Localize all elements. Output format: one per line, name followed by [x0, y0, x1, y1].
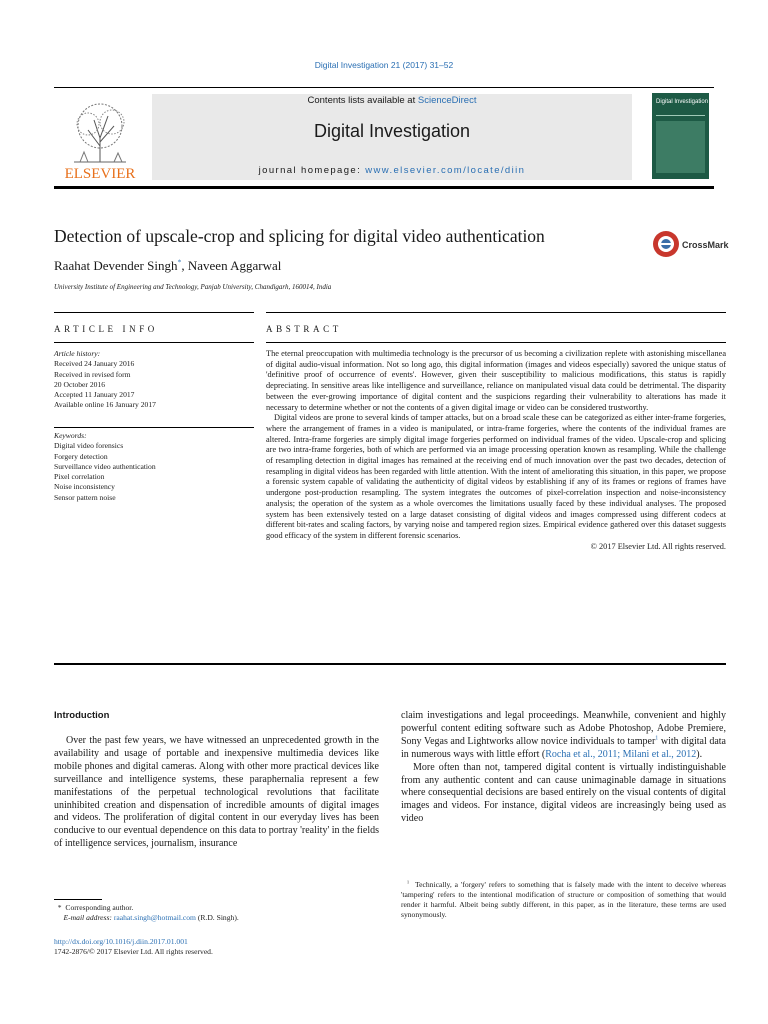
crossmark-badge[interactable]	[652, 229, 732, 259]
homepage-link[interactable]: www.elsevier.com/locate/diin	[365, 165, 526, 176]
body-text: ).	[696, 748, 703, 760]
doi-block	[54, 937, 213, 957]
author-separator: ,	[181, 258, 188, 273]
author-name: Raahat Devender Singh	[54, 258, 178, 273]
introduction-heading: Introduction	[54, 710, 110, 721]
author-name: Naveen Aggarwal	[187, 258, 282, 273]
cover-artwork	[656, 121, 705, 173]
journal-cover	[652, 93, 709, 179]
corresponding-author-mark[interactable]: *	[177, 257, 182, 267]
contents-prefix: Contents lists available at	[307, 95, 418, 106]
footnote-mark: 1	[406, 879, 410, 885]
header-rule-bottom	[54, 186, 714, 189]
body-text: with digital data in numerous ways with little effort (	[401, 735, 726, 760]
body-paragraph: Over the past few years, we have witnessed an unprecedented growth in the availability and usage of portable and inexpensive multimedia devices like mobile phones and digital cameras. Along with other more practical devices like surveillance and intelligence systems, these paraphernalia represent a few manifestations of the perpetual technological revolutions that facilitate uninhibited creation and dispensation of incredible amounts of digital images and videos. The proliferation of digital content in our everyday lives has been conducive to our eventual dependence on this data to portray 'reality' in the fields of intelligence services, journalism, insurance	[54, 735, 379, 850]
history-item: 20 October 2016	[54, 379, 106, 389]
email-link[interactable]: raahat.singh@hotmail.com	[113, 913, 196, 922]
cover-band	[656, 115, 705, 116]
article-info-heading: ARTICLE INFO	[54, 324, 158, 334]
body-column-right	[401, 710, 726, 826]
abstract-rule-top	[266, 312, 726, 313]
history-item: Accepted 11 January 2017	[54, 390, 135, 400]
body-text: claim investigations and legal proceedings. Meanwhile, convenient and highly powerful content editing software such as Adobe Photoshop, Adobe Premiere, Sony Vegas and Lightworks allow novice individuals to tamper	[401, 710, 726, 747]
keyword-item: Digital video forensics	[54, 441, 124, 451]
affiliation: University Institute of Engineering and Technology, Panjab University, Chandigarh, 160014, India	[54, 283, 332, 291]
cover-title: Digital Investigation	[656, 99, 709, 105]
body-column-left	[54, 735, 379, 851]
copyright-notice: © 2017 Elsevier Ltd. All rights reserved.	[590, 541, 726, 551]
elsevier-tree-icon	[54, 90, 146, 182]
homepage-prefix: journal homepage:	[258, 165, 366, 176]
keyword-item: Surveillance video authentication	[54, 461, 156, 471]
issn-line: 1742-2876/© 2017 Elsevier Ltd. All rights reserved.	[54, 947, 213, 956]
homepage-line	[152, 165, 632, 176]
email-suffix: (R.D. Singh).	[195, 913, 239, 922]
footnote-rule	[54, 899, 102, 900]
email-line	[54, 913, 379, 923]
article-info-rule	[54, 342, 254, 343]
body-paragraph: More often than not, tampered digital content is virtually indistinguishable from any authentic content and can cause unimaginable damage in situations where consequential decisions are based entirely on the visual contents of digital images and videos. For instance, digital videos are increasingly being used as video	[401, 761, 726, 825]
journal-reference[interactable]: Digital Investigation 21 (2017) 31–52	[314, 60, 454, 70]
keywords-rule	[54, 427, 254, 428]
footnote-1	[401, 880, 726, 920]
history-item: Received in revised form	[54, 369, 131, 379]
corresponding-author-footnote	[54, 903, 379, 923]
history-item: Available online 16 January 2017	[54, 400, 156, 410]
author-list	[54, 258, 281, 274]
crossmark-label: CrossMark	[682, 240, 729, 250]
keyword-item: Pixel correlation	[54, 472, 105, 482]
doi-link[interactable]: http://dx.doi.org/10.1016/j.diin.2017.01.001	[54, 937, 188, 946]
elsevier-wordmark: ELSEVIER	[64, 166, 136, 182]
citation-link[interactable]: Rocha et al., 2011; Milani et al., 2012	[545, 748, 697, 760]
abstract-paragraph: Digital videos are prone to several kinds of tamper attacks, but on a broad scale these can be categorized as either inter-frame forgeries, where the arrangement of frames in a video is manipulated, or intra-frame forgeries, where the contents of the individual frames are altered. Intra-frame forgeries are simply digital image forgeries performed on individual frames of the video. Upscale-crop and splicing are two intra-frame forgeries, both of which are performed via an image processing operation known as resampling. While the challenge of resampling detection in digital images has remained at the receiving end of much innovation over the past two decades, detection of resampling in digital videos has been regarded with little attention. With the intent of ameliorating this situation, in this paper, we propose a forensic system capable of validating the authenticity of digital videos by establishing if any of its frames or regions of frames have undergone post-production resampling. The system integrates the outcomes of pixel-correlation inspection and noise-inconsistency analysis; the operation of the system as a whole overcomes the limitations usually faced by these individual analyses. The proposed system has been extensively tested on a large dataset consisting of digital videos and images compressed using different codecs at different bit-rates and scaling factors, by varying noise and tampered region sizes. Empirical evidence gathered over this dataset suggests good efficacy of the system in different forensic scenarios.	[266, 413, 726, 540]
email-label: E-mail address:	[63, 913, 114, 922]
history-item: Received 24 January 2016	[54, 359, 135, 369]
abstract-rule	[266, 342, 726, 343]
elsevier-logo	[54, 90, 146, 182]
crossmark-icon	[653, 231, 679, 257]
abstract-heading: ABSTRACT	[266, 324, 342, 334]
header-rule-top	[54, 87, 714, 88]
article-info-rule-top	[54, 312, 254, 313]
footnote-ref[interactable]: 1	[655, 735, 659, 742]
section-rule	[54, 663, 726, 665]
body-paragraph	[401, 710, 726, 762]
keyword-item: Sensor pattern noise	[54, 492, 116, 502]
footnote-text: Technically, a 'forgery' refers to something that is falsely made with the intent to deceive whereas 'tampering' refers to the intentional modification of structure or composition of something that would render it harmful. Albeit being subtly different, in this paper, as in the literature, these terms are used synonymously.	[401, 880, 727, 919]
sciencedirect-link[interactable]: ScienceDirect	[417, 95, 477, 106]
footnote-mark: *	[57, 903, 62, 912]
journal-title: Digital Investigation	[313, 121, 471, 141]
article-history	[54, 349, 254, 411]
paper-title: Detection of upscale-crop and splicing for digital video authentication	[54, 226, 545, 246]
keywords-label: Keywords:	[54, 431, 87, 440]
corresponding-author-label: Corresponding author.	[65, 903, 134, 912]
keyword-item: Noise inconsistency	[54, 482, 115, 492]
contents-line	[152, 95, 632, 106]
history-label: Article history:	[54, 349, 101, 358]
keywords	[54, 431, 254, 503]
abstract-paragraph: The eternal preoccupation with multimedia technology is the precursor of us becoming a civilization replete with astonishing miscellanea of digital audio-visual information. Not so long ago, this digital information (images and videos especially) savored the unique status of 'definitive proof of occurrence of events'. However, given their susceptibility to malicious modifications, this status is rapidly depreciating. In sensitive areas like intelligence and surveillance, reliance on manipulated visual data could be detrimental. The disparity between the ever-growing importance of digital content and the suspicions regarding their vulnerability to alterations has made it necessary to determine whether or not the contents of a given digital image or video can be considered trustworthy.	[266, 349, 726, 412]
corresponding-author-line	[54, 903, 379, 913]
abstract-text	[266, 349, 726, 552]
keyword-item: Forgery detection	[54, 451, 108, 461]
